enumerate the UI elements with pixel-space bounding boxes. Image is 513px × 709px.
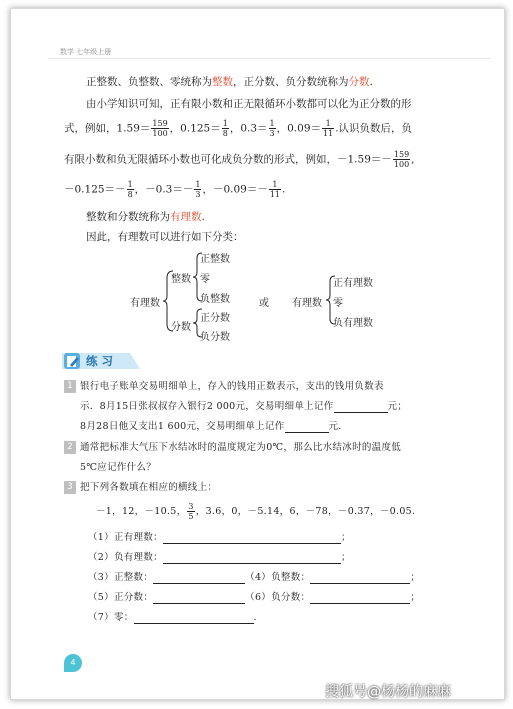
exercise-title: 练 习: [86, 354, 114, 368]
fraction: $\frac{1}{3}$: [269, 119, 275, 138]
fraction: $\frac{1}{11}$: [269, 180, 281, 199]
answer-blank[interactable]: [163, 533, 341, 544]
q1-line: 示．8月15日张叔叔存入银行2 000元，交易明细单上记作 元；: [80, 401, 408, 412]
class-integer: 整数: [171, 274, 191, 285]
class-pos-rational: 正有理数: [333, 278, 373, 289]
answer-blank[interactable]: [134, 613, 254, 624]
paragraph-classification-intro: 因此，有理数可以进行如下分类：: [86, 231, 244, 243]
answer-blank[interactable]: [163, 553, 341, 564]
class-pos-frac: 正分数: [200, 313, 230, 324]
running-header: 数学 七年级上册: [60, 48, 112, 56]
paragraph-line: 式，例如，1.59＝ $\frac{159}{100}$ ，0.125＝ $\frac{1}{8}$ ，0.3＝ $\frac{1}{3}$ ，0.09＝ $\frac{1}{11}$ .认识负数后，负: [64, 119, 413, 138]
q1-line: 银行电子账单交易明细单上，存入的钱用正数表示，支出的钱用负数表: [80, 381, 384, 392]
pencil-note-icon: [63, 352, 81, 370]
answer-blank[interactable]: [153, 573, 245, 584]
term-integer: 整数: [212, 76, 233, 88]
q3-item: （3）正整数： （4）负整数： ；: [88, 572, 421, 583]
exercise-banner: [62, 351, 142, 371]
class-zero: 零: [200, 274, 210, 285]
q3-item: （1）正有理数： ；: [88, 532, 351, 543]
fraction: $\frac{1}{3}$: [195, 180, 201, 199]
question-number: 2: [64, 441, 76, 454]
class-neg-rational: 负有理数: [333, 318, 373, 329]
fraction: $\frac{1}{8}$: [222, 119, 228, 138]
q3-line: 把下列各数填在相应的横线上：: [80, 482, 218, 493]
q3-item: （5）正分数： （6）负分数： ；: [88, 592, 421, 603]
q3-item: （2）负有理数： ；: [88, 552, 351, 563]
class-zero2: 零: [333, 298, 343, 309]
paragraph-integers-fractions: 正整数、负整数、零统称为整数，正分数、负分数统称为分数.: [86, 76, 373, 88]
answer-blank[interactable]: [310, 593, 410, 604]
class-root: 有理数: [130, 298, 160, 309]
fraction: $\frac{3}{5}$: [188, 502, 194, 521]
class-or: 或: [259, 298, 269, 309]
fraction: $\frac{159}{100}$: [393, 150, 410, 169]
watermark: 搜狐号@杨杨的麻麻: [325, 684, 451, 700]
question-number: 3: [64, 481, 76, 494]
answer-blank[interactable]: [334, 402, 388, 413]
q2-line: 通常把标准大气压下水结冰时的温度规定为0℃，那么比水结冰时的温度低: [80, 442, 402, 453]
class-neg-int: 负整数: [200, 294, 230, 305]
q1-line: 8月28日他又支出1 600元，交易明细单上记作 元．: [80, 421, 349, 432]
term-fraction: 分数: [348, 76, 370, 88]
fraction: $\frac{159}{100}$: [152, 119, 168, 138]
fraction: $\frac{1}{8}$: [127, 180, 133, 199]
answer-blank[interactable]: [310, 573, 410, 584]
paragraph-line: －0.125＝－ $\frac{1}{8}$ ，－0.3＝－ $\frac{1}{3}$ ，－0.09＝－ $\frac{1}{11}$ .: [64, 180, 286, 199]
class-pos-int: 正整数: [200, 254, 230, 265]
paragraph-rational: 整数和分数统称为有理数.: [86, 211, 205, 223]
question-number: 1: [64, 380, 76, 393]
class-fraction: 分数: [171, 322, 191, 333]
q3-item: （7）零： .: [88, 612, 257, 623]
term-rational: 有理数: [170, 211, 202, 223]
class-root2: 有理数: [292, 298, 322, 309]
class-neg-frac: 负分数: [200, 332, 230, 343]
paragraph-line: 有限小数和负无限循环小数也可化成负分数的形式，例如，－1.59＝－ $\frac{159}{100}$ ,: [64, 150, 415, 169]
paragraph-line: 由小学知识可知，正有限小数和正无限循环小数都可以化为正分数的形: [86, 98, 412, 110]
answer-blank[interactable]: [153, 593, 245, 604]
fraction: $\frac{1}{11}$: [323, 119, 334, 138]
answer-blank[interactable]: [285, 422, 329, 433]
q3-number-list: －1，12，－10.5， $\frac{3}{5}$ ，3.6，0，－5.14，6，－78，－0.37，－0.05.: [96, 502, 416, 521]
header-divider: [48, 58, 491, 59]
page-number-badge: 4: [64, 654, 82, 672]
q2-line: 5℃应记作什么？: [80, 462, 157, 473]
